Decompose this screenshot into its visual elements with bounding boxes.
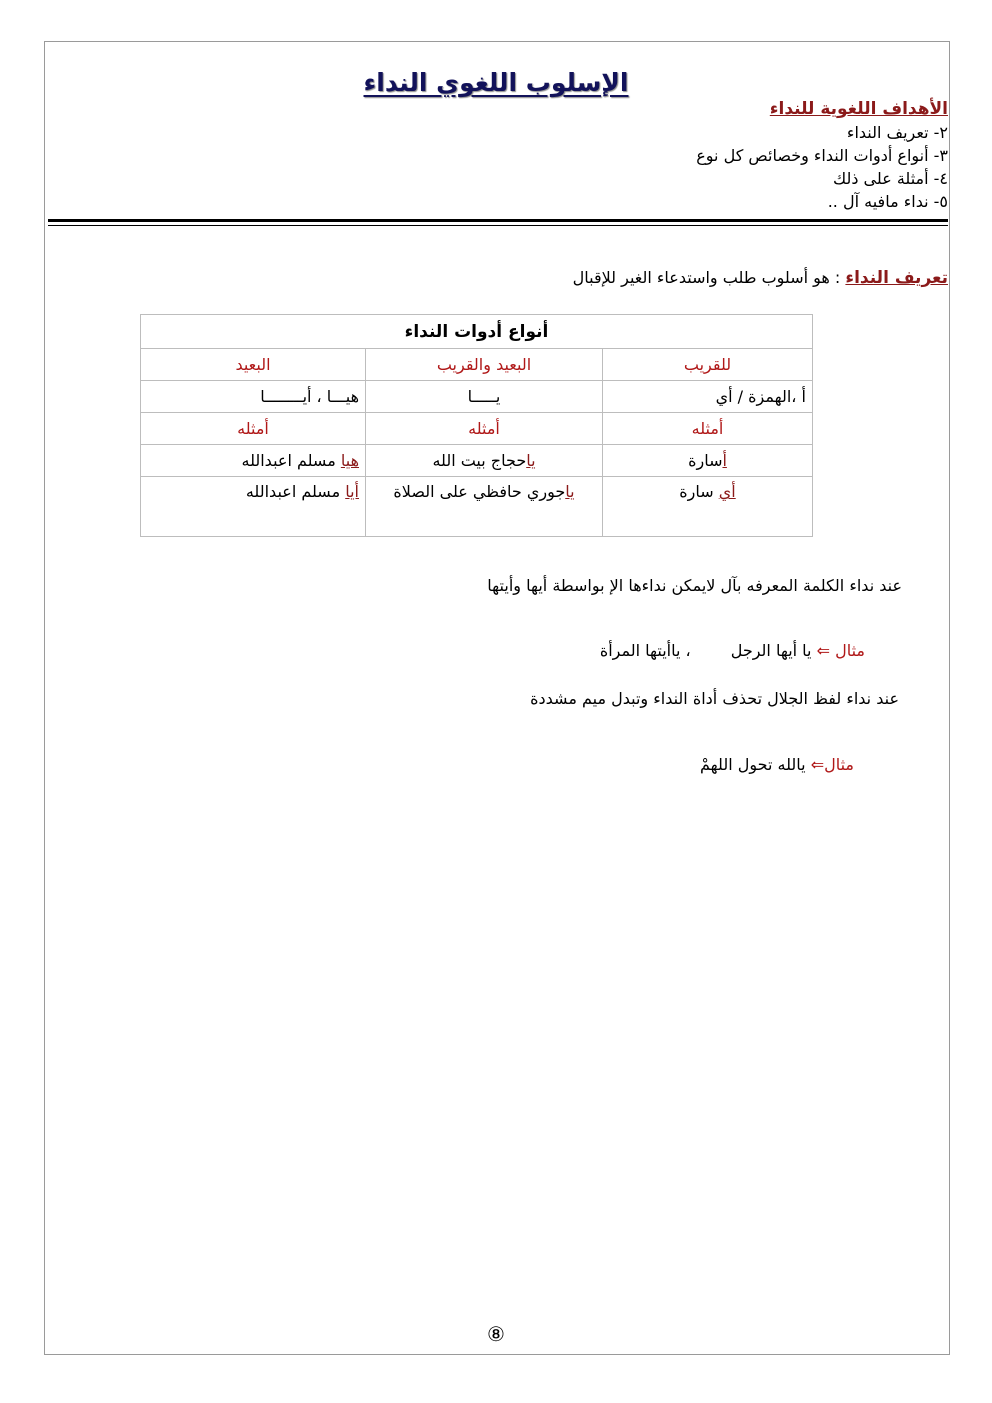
tools-near: أ ،الهمزة / أي [603, 381, 813, 413]
objective-item: ٤- أمثلة على ذلك [832, 169, 948, 188]
example-text: ، يا‌أيتها المرأة [599, 641, 691, 660]
example-text: يالله تحول اللهمْ [700, 755, 806, 774]
definition-text: هو أسلوب طلب واستدعاء الغير للإقبال [572, 268, 830, 287]
example-text: مسلم اعبدالله [241, 451, 341, 470]
vocative-particle: هيا [340, 451, 359, 470]
definition-label: تعريف النداء [845, 268, 948, 288]
example-cell [603, 477, 813, 537]
tools-far: هيـــا ، أيــــــــا [141, 381, 366, 413]
header-far-and-near: البعيد والقريب [366, 349, 603, 381]
objectives-section [448, 98, 948, 213]
objective-item: ٢- تعريف النداء [846, 123, 948, 142]
table-row [141, 477, 813, 537]
example-text: سارة [679, 482, 719, 501]
tools-far-and-near: يـــــا [366, 381, 603, 413]
objective-item: ٥- نداء مافيه آل .. [827, 192, 948, 211]
definition-line [573, 268, 948, 288]
examples-label: أمثله [603, 413, 813, 445]
vocative-particle: أي [718, 482, 736, 501]
example-cell [366, 477, 603, 537]
note-definite-article: عند نداء الكلمة المعرفه بآل لايمكن نداءها الإ بواسطة أيها وأيتها [487, 576, 902, 595]
example-cell [603, 445, 813, 477]
example-text: حجاج بيت الله [432, 451, 527, 470]
example-label: مثال⇐ [810, 755, 854, 774]
page-number: ⑧ [487, 1322, 505, 1346]
example-line-2 [700, 755, 854, 774]
header-far: البعيد [141, 349, 366, 381]
table-examples-label-row [141, 413, 813, 445]
table-row [141, 445, 813, 477]
example-text: مسلم اعبدالله [245, 482, 346, 501]
vocative-tools-table [140, 314, 813, 537]
examples-label: أمثله [366, 413, 603, 445]
vocative-particle: يا [526, 451, 536, 470]
vocative-particle: يا [565, 482, 575, 501]
divider-thick [48, 219, 948, 222]
example-cell [141, 477, 366, 537]
table-header-row [141, 349, 813, 381]
page-title-container [0, 68, 992, 97]
example-label: مثال ⇐ [816, 641, 865, 660]
note-divine-name: عند نداء لفظ الجلال تحذف أداة النداء وتبدل ميم مشددة [530, 689, 899, 708]
example-text: يا أيها الرجل [730, 641, 812, 660]
table-title-row [141, 315, 813, 349]
table-tools-row [141, 381, 813, 413]
example-cell [366, 445, 603, 477]
table-title: أنواع أدوات النداء [141, 315, 813, 349]
vocative-particle: أيا [345, 482, 359, 501]
divider-thin [48, 225, 948, 226]
definition-separator: : [829, 268, 846, 287]
example-text: سارة [688, 451, 723, 470]
example-line-1 [600, 641, 865, 660]
example-text: جوري حافظي على الصلاة [393, 482, 566, 501]
objectives-heading: الأهداف اللغوية للنداء [769, 99, 948, 119]
header-near: للقريب [603, 349, 813, 381]
examples-label: أمثله [141, 413, 366, 445]
page-title: الإسلوب اللغوي النداء [363, 68, 629, 97]
example-cell [141, 445, 366, 477]
objective-item: ٣- أنواع أدوات النداء وخصائص كل نوع [696, 146, 948, 165]
vocative-particle: أ [722, 451, 727, 470]
